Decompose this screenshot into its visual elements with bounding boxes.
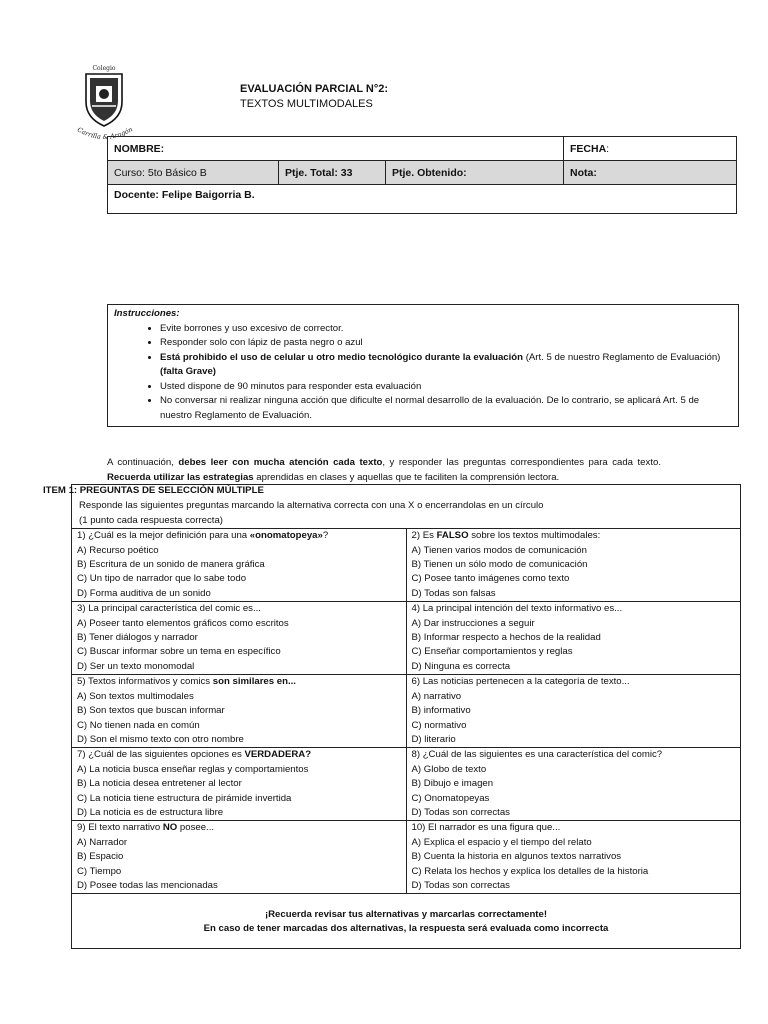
footer-line-1: ¡Recuerda revisar tus alternativas y marcarlas correctamente! (264, 909, 548, 921)
option-b[interactable]: B) Dibujo e imagen (411, 778, 494, 790)
option-c[interactable]: C) normativo (411, 719, 467, 731)
option-a[interactable]: A) Narrador (77, 836, 128, 848)
question-1: 1) ¿Cuál es la mejor definición para una «onomatopeya»? A) Recurso poético B) Escritura de un sonido de manera gráfica C) Un tipo de narrador que lo sabe todo D) Forma auditiva de un sonido (72, 529, 407, 602)
option-b[interactable]: B) Tener diálogos y narrador (77, 632, 198, 644)
option-c[interactable]: C) Tiempo (77, 865, 122, 877)
option-d[interactable]: D) Son el mismo texto con otro nombre (77, 733, 244, 745)
question-3: 3) La principal característica del comic es... A) Poseer tanto elementos gráficos como escritos B) Tener diálogos y narrador C) Buscar informar sobre un tema en específico D) Ser un texto monomodal (72, 602, 407, 675)
option-a[interactable]: A) Explica el espacio y el tiempo del relato (411, 836, 592, 848)
instructions-list (114, 322, 732, 424)
option-c[interactable]: C) Onomatopeyas (411, 792, 490, 804)
footer-line-2: En caso de tener marcadas dos alternativas, la respuesta será evaluada como incorrecta (203, 923, 609, 935)
option-d[interactable]: D) Ser un texto monomodal (77, 660, 195, 672)
item-instruction: Responde las siguientes preguntas marcando la alternativa correcta con una X o encerrandolas en un círculo (79, 500, 544, 512)
option-b[interactable]: B) Escritura de un sonido de manera gráfica (77, 559, 265, 571)
question-9: 9) El texto narrativo NO posee... A) Narrador B) Espacio C) Tiempo D) Posee todas las mencionadas (72, 821, 407, 894)
school-crest-logo (66, 62, 142, 142)
question-2: 2) Es FALSO sobre los textos multimodales: A) Tienen varios modos de comunicación B) Tienen un sólo modo de comunicación C) Posee tanto imágenes como texto D) Todas son falsas (406, 529, 741, 602)
questions-table (71, 484, 741, 949)
question-8: 8) ¿Cuál de las siguientes es una característica del comic? A) Globo de texto B) Dibujo e imagen C) Onomatopeyas D) Todas son correctas (406, 748, 741, 821)
instruction-item: • No conversar ni realizar ninguna acción que dificulte el normal desarrollo de la evaluación. De lo contrario, se aplicará Art. 5 de nuestro Reglamento de Evaluación. (160, 394, 732, 423)
option-a[interactable]: A) Tienen varios modos de comunicación (411, 544, 587, 556)
option-a[interactable]: A) Son textos multimodales (77, 690, 194, 702)
logo-top-text: Colegio (92, 65, 116, 72)
ptje-total-cell: Ptje. Total: 33 (279, 161, 386, 185)
option-b[interactable]: B) Informar respecto a hechos de la realidad (411, 632, 601, 644)
item-points: (1 punto cada respuesta correcta) (79, 514, 223, 526)
question-4: 4) La principal intención del texto informativo es... A) Dar instrucciones a seguir B) Informar respecto a hechos de la realidad C) Enseñar comportamientos y reglas D) Ninguna es correcta (406, 602, 741, 675)
option-d[interactable]: D) Todas son correctas (411, 806, 510, 818)
instruction-item: • Responder solo con lápiz de pasta negro o azul (160, 336, 732, 351)
option-a[interactable]: A) narrativo (411, 690, 462, 702)
option-b[interactable]: B) La noticia desea entretener al lector (77, 778, 242, 790)
instruction-item: • Está prohibido el uso de celular u otro medio tecnológico durante la evaluación (Art. 5 de nuestro Reglamento de Evaluación) (falta Grave) (160, 351, 732, 380)
option-d[interactable]: D) Posee todas las mencionadas (77, 879, 218, 891)
option-c[interactable]: C) Un tipo de narrador que lo sabe todo (77, 573, 247, 585)
option-b[interactable]: B) Son textos que buscan informar (77, 705, 225, 717)
option-b[interactable]: B) Cuenta la historia en algunos textos narrativos (411, 851, 622, 863)
fecha-field[interactable]: FECHA: (564, 137, 737, 161)
option-c[interactable]: C) No tienen nada en común (77, 719, 200, 731)
logo-bottom-text: Carrilla & Aragón (75, 125, 134, 142)
exam-title: EVALUACIÓN PARCIAL N°2: (240, 83, 389, 95)
option-d[interactable]: D) La noticia es de estructura libre (77, 806, 224, 818)
option-d[interactable]: D) Ninguna es correcta (411, 660, 511, 672)
option-a[interactable]: A) La noticia busca enseñar reglas y comportamientos (77, 763, 309, 775)
student-info-table (107, 136, 737, 214)
option-d[interactable]: D) Todas son correctas (411, 879, 510, 891)
option-d[interactable]: D) literario (411, 733, 456, 745)
option-a[interactable]: A) Recurso poético (77, 544, 159, 556)
instructions-box (107, 304, 739, 427)
nombre-field[interactable]: NOMBRE: (108, 137, 564, 161)
option-c[interactable]: C) Posee tanto imágenes como texto (411, 573, 570, 585)
option-c[interactable]: C) Enseñar comportamientos y reglas (411, 646, 573, 658)
option-d[interactable]: D) Todas son falsas (411, 587, 496, 599)
curso-cell: Curso: 5to Básico B (108, 161, 279, 185)
option-a[interactable]: A) Poseer tanto elementos gráficos como escritos (77, 617, 289, 629)
instructions-title: Instrucciones: (114, 308, 180, 319)
option-d[interactable]: D) Forma auditiva de un sonido (77, 587, 211, 599)
footer-reminder (72, 894, 741, 949)
option-a[interactable]: A) Dar instrucciones a seguir (411, 617, 535, 629)
instruction-item: • Usted dispone de 90 minutos para responder esta evaluación (160, 380, 732, 395)
question-7: 7) ¿Cuál de las siguientes opciones es VERDADERA? A) La noticia busca enseñar reglas y comportamientos B) La noticia desea entretener al lector C) La noticia tiene estructura de pirámide invertida D) La noticia es de estructura libre (72, 748, 407, 821)
nota-field[interactable]: Nota: (564, 161, 737, 185)
ptje-obtenido-field[interactable]: Ptje. Obtenido: (386, 161, 564, 185)
exam-subtitle: TEXTOS MULTIMODALES (240, 98, 373, 110)
docente-cell: Docente: Felipe Baigorria B. (108, 185, 737, 214)
question-5: 5) Textos informativos y comics son similares en... A) Son textos multimodales B) Son textos que buscan informar C) No tienen nada en común D) Son el mismo texto con otro nombre (72, 675, 407, 748)
question-10: 10) El narrador es una figura que... A) Explica el espacio y el tiempo del relato B) Cuenta la historia en algunos textos narrativos C) Relata los hechos y explica los detalles de la historia D) Todas son correctas (406, 821, 741, 894)
exam-title-block (240, 82, 388, 112)
option-b[interactable]: B) informativo (411, 705, 471, 717)
intro-paragraph: A continuación, debes leer con mucha atención cada texto, y responder las preguntas correspondientes para cada texto. Recuerda utilizar las estrategias aprendidas en clases y aquellas que te faciliten la comprensión lectora. (107, 457, 661, 483)
question-6: 6) Las noticias pertenecen a la categoría de texto... A) narrativo B) informativo C) normativo D) literario (406, 675, 741, 748)
option-b[interactable]: B) Espacio (77, 851, 124, 863)
instruction-item: • Evite borrones y uso excesivo de corrector. (160, 322, 732, 337)
option-b[interactable]: B) Tienen un sólo modo de comunicación (411, 559, 588, 571)
option-c[interactable]: C) La noticia tiene estructura de pirámide invertida (77, 792, 292, 804)
option-a[interactable]: A) Globo de texto (411, 763, 487, 775)
option-c[interactable]: C) Buscar informar sobre un tema en específico (77, 646, 281, 658)
item-1-title: ITEM 1: PREGUNTAS DE SELECCIÓN MÚLTIPLE (43, 485, 264, 496)
option-c[interactable]: C) Relata los hechos y explica los detalles de la historia (411, 865, 649, 877)
